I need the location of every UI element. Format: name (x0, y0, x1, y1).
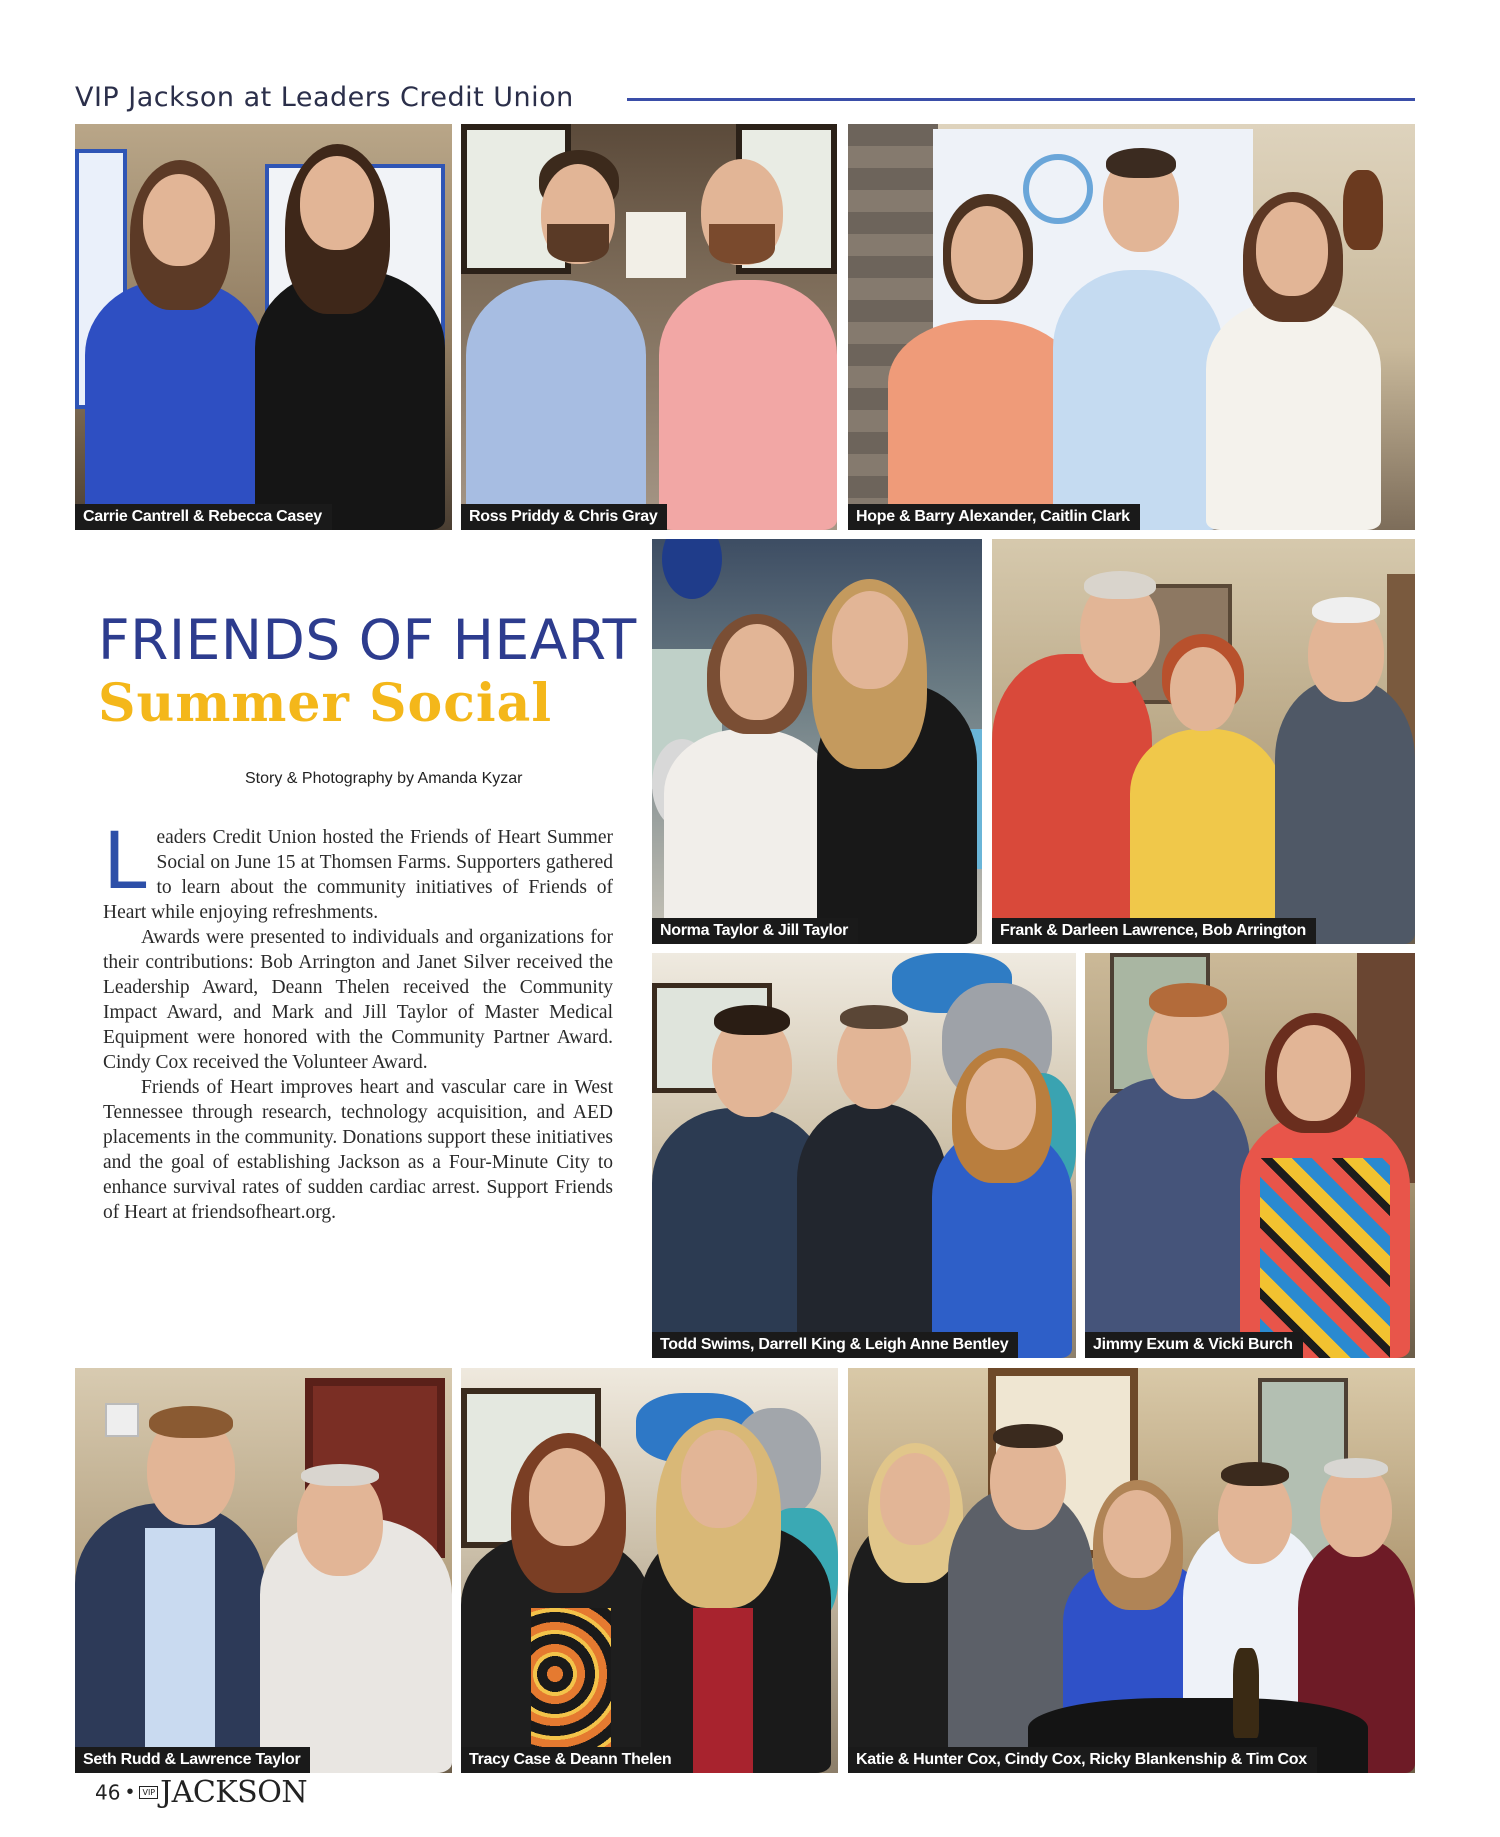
magazine-name: JACKSON (160, 1775, 308, 1810)
photo-5 (992, 539, 1415, 944)
footer-bullet: • (126, 1781, 134, 1803)
page-number: 46 (95, 1780, 121, 1805)
photo-caption: Katie & Hunter Cox, Cindy Cox, Ricky Blankenship & Tim Cox (848, 1747, 1317, 1773)
paragraph-3: Friends of Heart improves heart and vascular care in West Tennessee through research, technology acquisition, and AED placements in the community. Donations support these initiatives and the goal of establishing Jackson as a Four-Minute City to enhance survival rates of sudden cardiac arrest. Support Friends of Heart at friendsofheart.org. (103, 1077, 613, 1223)
photo-caption: Frank & Darleen Lawrence, Bob Arrington (992, 918, 1316, 944)
page-footer (95, 1775, 307, 1809)
section-title: VIP Jackson at Leaders Credit Union (75, 82, 574, 113)
photo-caption: Seth Rudd & Lawrence Taylor (75, 1747, 310, 1773)
photo-caption: Carrie Cantrell & Rebecca Casey (75, 504, 332, 530)
photo-7 (1085, 953, 1415, 1358)
photo-2 (461, 124, 837, 530)
photo-9 (461, 1368, 838, 1773)
drop-cap: L (103, 817, 147, 907)
title-line-2: Summer Social (98, 673, 553, 734)
photo-caption: Ross Priddy & Chris Gray (461, 504, 667, 530)
photo-caption: Norma Taylor & Jill Taylor (652, 918, 858, 944)
title-line-1: FRIENDS OF HEART (98, 608, 637, 672)
photo-1 (75, 124, 452, 530)
photo-caption: Jimmy Exum & Vicki Burch (1085, 1332, 1303, 1358)
paragraph-2: Awards were presented to individuals and organizations for their contributions: Bob Arrington and Janet Silver received the Leadership Award, Deann Thelen received the Community Impact Award, and Mark and Jill Taylor of Master Medical Equipment were honored with the Community Partner Award. Cindy Cox received the Volunteer Award. (103, 927, 613, 1073)
photo-caption: Tracy Case & Deann Thelen (461, 1747, 681, 1773)
magazine-mini-logo: VIP (139, 1786, 158, 1799)
article-body (103, 817, 613, 1225)
photo-3 (848, 124, 1415, 530)
photo-8 (75, 1368, 452, 1773)
byline: Story & Photography by Amanda Kyzar (245, 770, 523, 787)
paragraph-1 (103, 817, 613, 925)
header-rule (627, 98, 1415, 101)
paragraph-1-text: eaders Credit Union hosted the Friends of Heart Summer Social on June 15 at Thomsen Farms. Supporters gathered to learn about the community initiatives of Friends of Heart while enjoying refreshments. (103, 827, 613, 923)
photo-caption: Hope & Barry Alexander, Caitlin Clark (848, 504, 1140, 530)
article-title (98, 608, 637, 734)
photo-6 (652, 953, 1076, 1358)
photo-4 (652, 539, 982, 944)
photo-caption: Todd Swims, Darrell King & Leigh Anne Bentley (652, 1332, 1018, 1358)
photo-10 (848, 1368, 1415, 1773)
page-header (75, 78, 1415, 118)
